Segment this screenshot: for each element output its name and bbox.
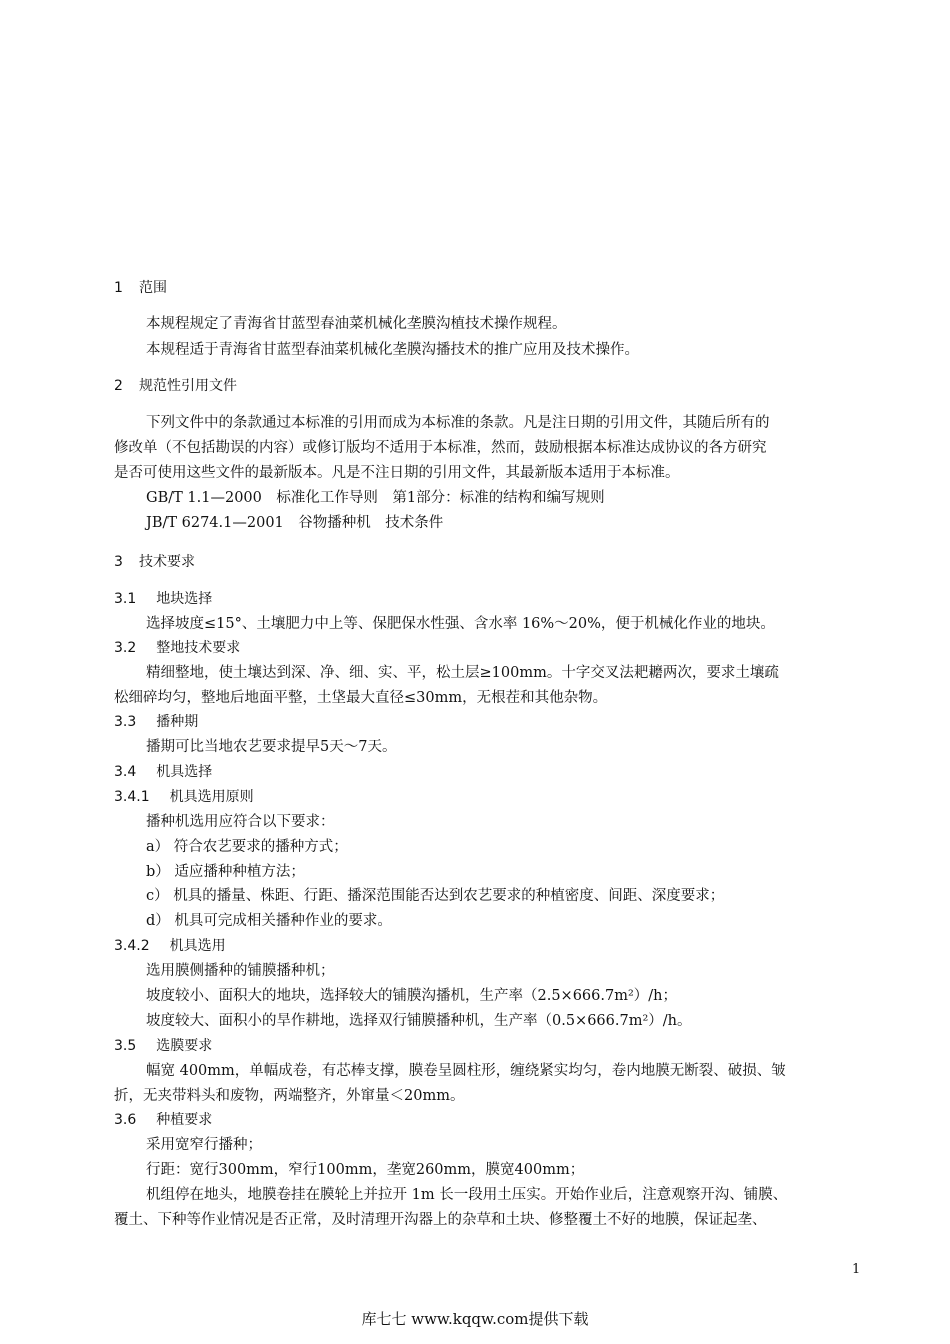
paragraph-line: 折，无夹带料头和废物，两端整齐，外窜量＜20mm。	[114, 1088, 465, 1104]
paragraph: 采用宽窄行播种；	[146, 1137, 262, 1153]
reference-gb-t-1-1: GB/T 1.1—2000 标准化工作导则 第1部分：标准的结构和编写规则	[146, 490, 605, 506]
section-3-4-heading: 3.4 机具选择	[114, 764, 213, 780]
section-3-1-heading: 3.1 地块选择	[114, 591, 213, 607]
section-2-heading: 2 规范性引用文件	[114, 378, 237, 394]
paragraph: 坡度较大、面积小的旱作耕地，选择双行铺膜播种机，生产率（0.5×666.7m²）/h。	[146, 1013, 692, 1029]
section-3-3-heading: 3.3 播种期	[114, 714, 199, 730]
section-3-4-1-heading: 3.4.1 机具选用原则	[114, 789, 254, 805]
paragraph-line: 精细整地，使土壤达到深、净、细、实、平，松土层≥100mm。十字交叉法耙耱两次，要求土壤疏	[146, 665, 779, 681]
list-item: a） 符合农艺要求的播种方式；	[146, 839, 348, 855]
section-1-heading: 1 范围	[114, 280, 167, 296]
list-item: c） 机具的播量、株距、行距、播深范围能否达到农艺要求的种植密度、间距、深度要求；	[146, 888, 725, 904]
paragraph-line: 是否可使用这些文件的最新版本。凡是不注日期的引用文件，其最新版本适用于本标准。	[114, 465, 680, 481]
section-3-heading: 3 技术要求	[114, 554, 195, 570]
paragraph-line: 幅宽 400mm，单幅成卷，有芯棒支撑，膜卷呈圆柱形，缠绕紧实均匀，卷内地膜无断裂、破损、皱	[146, 1063, 786, 1079]
paragraph-line: 机组停在地头，地膜卷挂在膜轮上并拉开 1m 长一段用土压实。开始作业后，注意观察开沟、铺膜、	[146, 1187, 788, 1203]
paragraph: 选用膜侧播种的铺膜播种机；	[146, 963, 335, 979]
paragraph: 播种机选用应符合以下要求：	[146, 814, 335, 830]
paragraph: 本规程规定了青海省甘蓝型春油菜机械化垄膜沟植技术操作规程。	[146, 316, 567, 332]
list-item: d） 机具可完成相关播种作业的要求。	[146, 913, 392, 929]
paragraph-line: 修改单（不包括勘误的内容）或修订版均不适用于本标准，然而，鼓励根据本标准达成协议的各方研究	[114, 440, 767, 456]
paragraph-line: 下列文件中的条款通过本标准的引用而成为本标准的条款。凡是注日期的引用文件，其随后所有的	[146, 415, 770, 431]
paragraph-line: 覆土、下种等作业情况是否正常，及时清理开沟器上的杂草和土块、修整覆土不好的地膜，保证起垄、	[114, 1212, 767, 1228]
paragraph: 本规程适于青海省甘蓝型春油菜机械化垄膜沟播技术的推广应用及技术操作。	[146, 342, 639, 358]
footer-source-note: 库七七 www.kqqw.com提供下载	[361, 1310, 589, 1328]
paragraph: 坡度较小、面积大的地块，选择较大的铺膜沟播机，生产率（2.5×666.7m²）/h；	[146, 988, 678, 1004]
section-3-2-heading: 3.2 整地技术要求	[114, 640, 241, 656]
page-number: 1	[852, 1262, 861, 1277]
section-3-6-heading: 3.6 种植要求	[114, 1112, 213, 1128]
paragraph: 选择坡度≤15°、土壤肥力中上等、保肥保水性强、含水率 16%～20%，便于机械化作业的地块。	[146, 616, 775, 632]
section-3-5-heading: 3.5 选膜要求	[114, 1038, 213, 1054]
list-item: b） 适应播种种植方法；	[146, 864, 305, 880]
paragraph: 播期可比当地农艺要求提早5天～7天。	[146, 739, 397, 755]
paragraph-line: 松细碎均匀，整地后地面平整，土垡最大直径≤30mm，无根茬和其他杂物。	[114, 690, 608, 706]
section-3-4-2-heading: 3.4.2 机具选用	[114, 938, 226, 954]
paragraph: 行距：宽行300mm，窄行100mm，垄宽260mm，膜宽400mm；	[146, 1162, 585, 1178]
reference-jb-t-6274-1: JB/T 6274.1—2001 谷物播种机 技术条件	[146, 515, 444, 531]
